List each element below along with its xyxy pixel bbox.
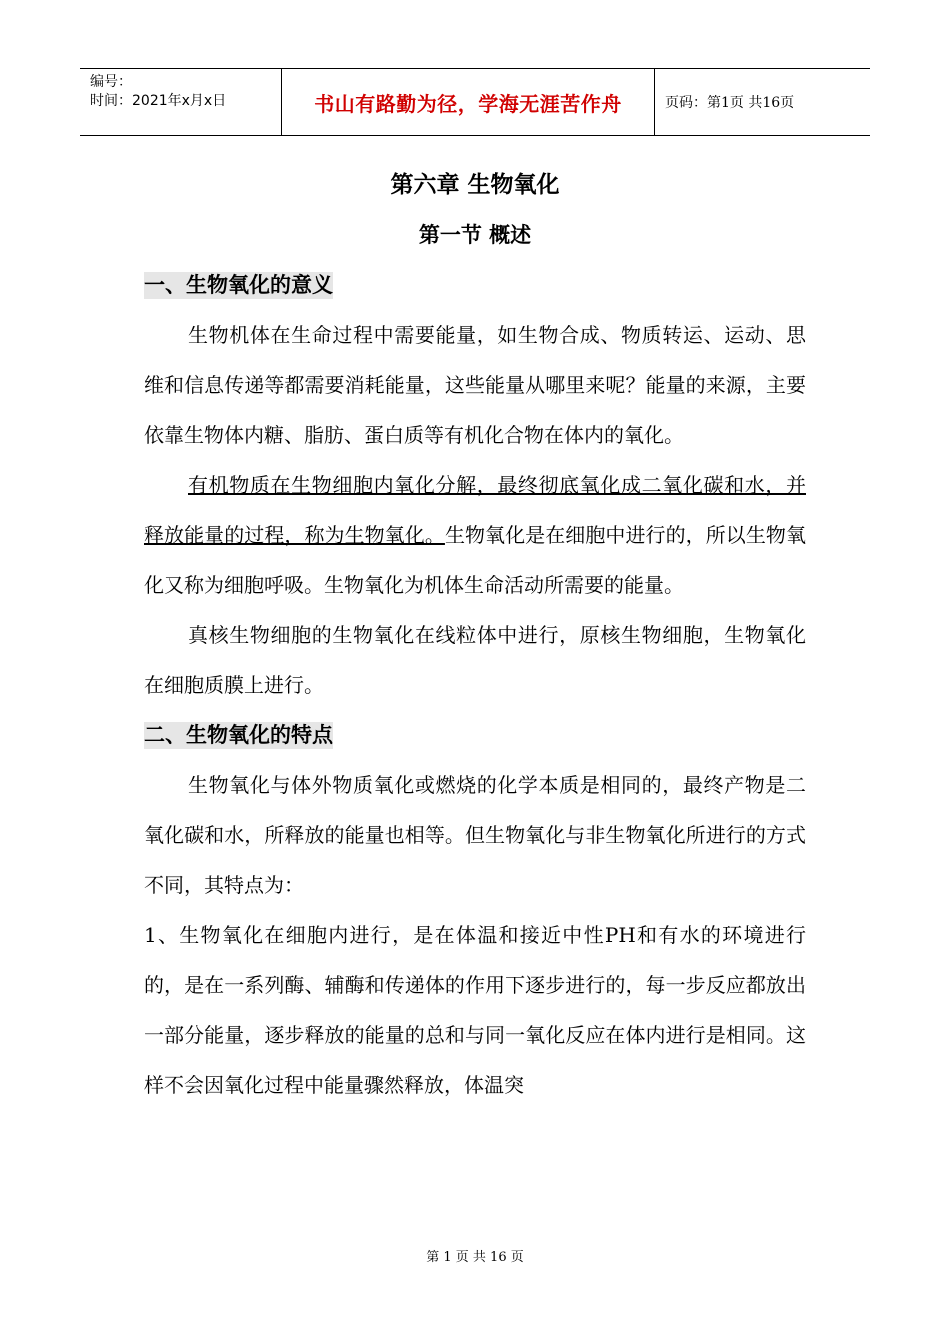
paragraph-4: 生物氧化与体外物质氧化或燃烧的化学本质是相同的，最终产物是二氧化碳和水，所释放的能量也相等。但生物氧化与非生物氧化所进行的方式不同，其特点为：: [144, 773, 806, 897]
section-title: 第一节 概述: [418, 222, 532, 247]
time-label: 时间：2021年x月x日: [90, 93, 227, 109]
chapter-title: 第六章 生物氧化: [390, 171, 560, 198]
number-label: 编号：: [90, 74, 132, 90]
header-meta-cell: [80, 69, 282, 135]
page-footer: 第 1 页 共 16 页: [426, 1250, 524, 1265]
page-info: 页码：第1页 共16页: [665, 95, 795, 111]
header-table: [80, 68, 870, 136]
heading-meaning-text: 一、生物氧化的意义: [144, 272, 333, 297]
paragraph-2: [144, 460, 806, 610]
motto: 书山有路勤为径，学海无涯苦作舟: [314, 91, 622, 116]
paragraph-1: 生物机体在生命过程中需要能量，如生物合成、物质转运、运动、思维和信息传递等都需要消耗能量，这些能量从哪里来呢？能量的来源，主要依靠生物体内糖、脂肪、蛋白质等有机化合物在体内的氧化。: [144, 323, 806, 447]
definition-underlined: 有机物质在生物细胞内氧化分解，最终彻底氧化成二氧化碳和水，并释放能量的过程，称为生物氧化。: [144, 473, 806, 547]
paragraph-2-rest: 生物氧化是在细胞中进行的，所以生物氧化又称为细胞呼吸。生物氧化为机体生命活动所需要的能量。: [144, 523, 806, 597]
header-motto-cell: [282, 69, 655, 135]
header-page-cell: [655, 69, 870, 135]
document-body: [144, 160, 806, 1110]
paragraph-3: 真核生物细胞的生物氧化在线粒体中进行，原核生物细胞，生物氧化在细胞质膜上进行。: [144, 623, 806, 697]
heading-features-text: 二、生物氧化的特点: [144, 722, 333, 747]
heading-features: [144, 710, 806, 760]
paragraph-5: 1、生物氧化在细胞内进行，是在体温和接近中性PH和有水的环境进行的，是在一系列酶、辅酶和传递体的作用下逐步进行的，每一步反应都放出一部分能量，逐步释放的能量的总和与同一氧化反应在体内进行是相同。这样不会因氧化过程中能量骤然释放，体温突: [144, 923, 806, 1097]
heading-meaning: [144, 260, 806, 310]
